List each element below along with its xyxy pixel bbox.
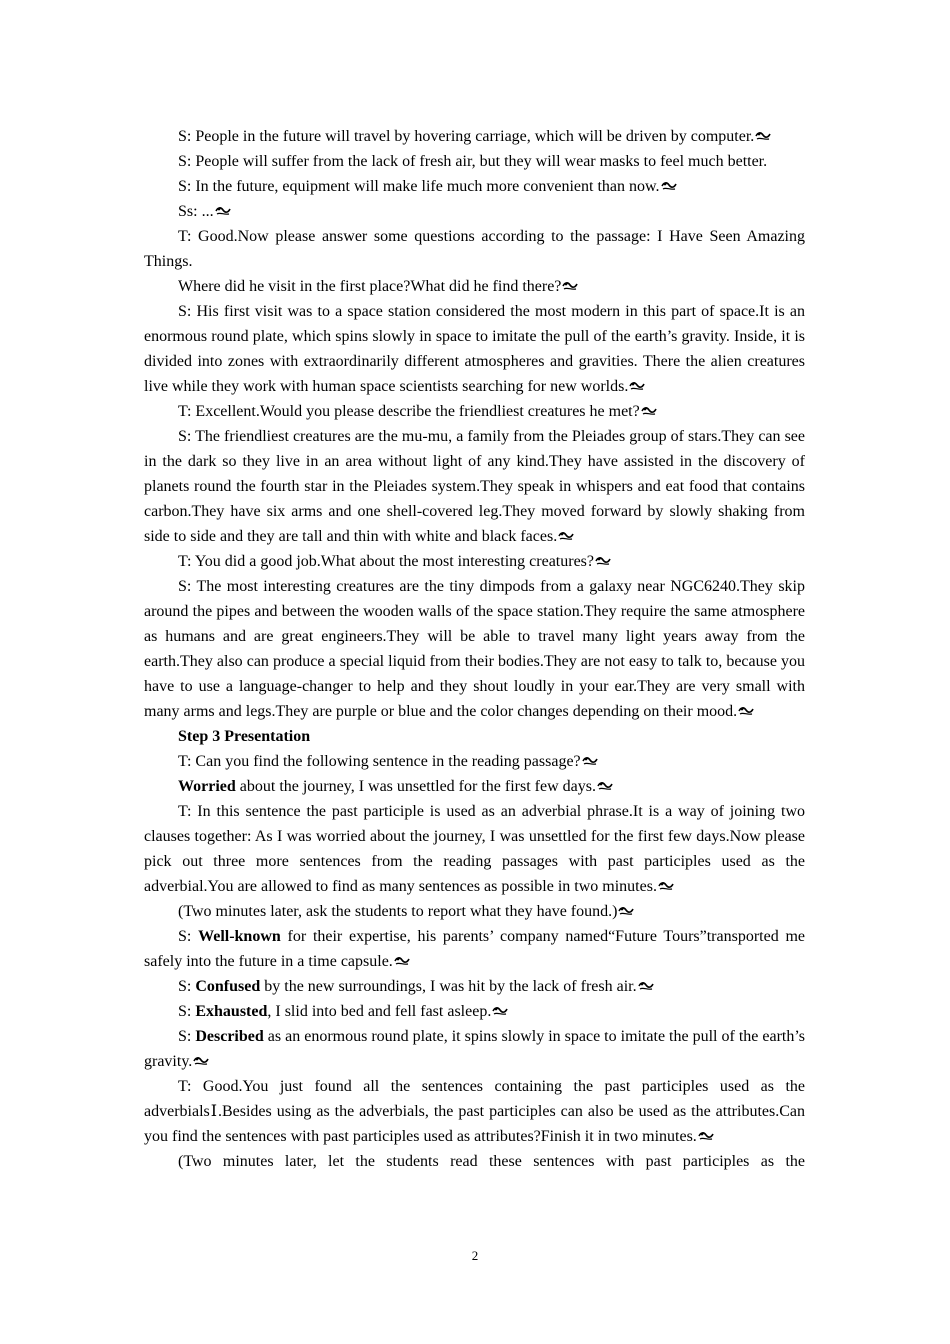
text-run: S: People in the future will travel by hovering carriage, which will be driven by computer. [178, 128, 755, 145]
text-run: S: The most interesting creatures are the tiny dimpods from a galaxy near NGC6240.They skip around the pipes and between the wooden walls of the space station.They require the same atmosphere as humans and are great engineers.They will be able to travel many light years away from the earth.They also can produce a special liquid from their bodies.They are not easy to talk to, because you have to use a language-changer to help and they shout loudly in your ear.They are very small with many arms and legs.They are purple or blue and the color changes depending on their mood. [144, 578, 805, 720]
paragraph [144, 749, 805, 774]
paragraph [144, 199, 805, 224]
text-run: S: People will suffer from the lack of fresh air, but they will wear masks to feel much better. [178, 153, 768, 170]
text-run: S: In the future, equipment will make life much more convenient than now. [178, 178, 660, 195]
paragraph [144, 1024, 805, 1074]
text-run: T: You did a good job.What about the most interesting creatures? [178, 553, 595, 570]
paragraph [144, 299, 805, 399]
paragraph [144, 774, 805, 799]
bold-text: Well-known [198, 928, 281, 945]
paragraph-mark-icon [595, 555, 611, 567]
bold-text: Worried [178, 778, 236, 795]
text-run: (Two minutes later, ask the students to report what they have found.) [178, 903, 618, 920]
paragraph [144, 974, 805, 999]
paragraph-mark-icon [558, 530, 574, 542]
text-run: T: Excellent.Would you please describe the friendliest creatures he met? [178, 403, 640, 420]
text-run: as an enormous round plate, it spins slowly in space to imitate the pull of the earth’s gravity. [144, 1028, 806, 1070]
text-run: Ⅰ [209, 1103, 218, 1120]
paragraph-mark-icon [641, 405, 657, 417]
bold-text: Step 3 Presentation [178, 728, 311, 745]
text-run: S: [178, 978, 196, 995]
text-run: S: [178, 1028, 196, 1045]
paragraph [144, 924, 805, 974]
paragraph [144, 174, 805, 199]
paragraph-mark-icon [582, 755, 598, 767]
text-run: Ss: ... [178, 203, 214, 220]
paragraph-mark-icon [658, 880, 674, 892]
paragraph-mark-icon [562, 280, 578, 292]
paragraph [144, 149, 805, 174]
paragraph [144, 224, 805, 274]
text-run: T: Good.You just found all the sentences containing the past participles used as the adverbials [144, 1078, 805, 1120]
paragraph [144, 399, 805, 424]
text-run: T: Can you find the following sentence in the reading passage? [178, 753, 581, 770]
text-run: , I slid into bed and fell fast asleep. [267, 1003, 492, 1020]
paragraph [144, 1149, 805, 1174]
paragraph-mark-icon [629, 380, 645, 392]
text-run: (Two minutes later, let the students read these sentences with past participles as the [178, 1153, 805, 1170]
paragraph [144, 124, 805, 149]
paragraph-mark-icon [215, 205, 231, 217]
paragraph [144, 999, 805, 1024]
paragraph-mark-icon [698, 1130, 714, 1142]
paragraph-mark-icon [597, 780, 613, 792]
paragraph-mark-icon [193, 1055, 209, 1067]
paragraph [144, 549, 805, 574]
paragraph [144, 899, 805, 924]
paragraph [144, 424, 805, 549]
paragraph-mark-icon [638, 980, 654, 992]
text-run: S: The friendliest creatures are the mu-mu, a family from the Pleiades group of stars.They can see in the dark so they live in an area without light of any kind.They have assisted in the discovery of planets round the fourth star in the Pleiades system.They speak in whispers and eat food that contains carbon.They have six arms and one shell-covered leg.They moved forward by slowly shaking from side to side and they are tall and thin with white and black faces. [144, 428, 805, 545]
text-run: Where did he visit in the first place?What did he find there? [178, 278, 562, 295]
text-run: by the new surroundings, I was hit by the lack of fresh air. [260, 978, 637, 995]
bold-text: Described [195, 1028, 264, 1045]
paragraph-mark-icon [618, 905, 634, 917]
paragraph-mark-icon [492, 1005, 508, 1017]
paragraph [144, 574, 805, 724]
paragraph-mark-icon [661, 180, 677, 192]
paragraph-mark-icon [755, 130, 771, 142]
bold-text: Confused [195, 978, 261, 995]
document-body [144, 124, 805, 1174]
paragraph [144, 1074, 805, 1149]
paragraph [144, 724, 805, 749]
bold-text: Exhausted [195, 1003, 268, 1020]
page-number: 2 [471, 1248, 479, 1263]
text-run: S: [178, 928, 199, 945]
text-run: T: Good.Now please answer some questions according to the passage: I Have Seen Amazing Things. [144, 228, 805, 270]
text-run: for their expertise, his parents’ company named“Future Tours”transported me safely into the future in a time capsule. [144, 928, 805, 970]
paragraph [144, 799, 805, 899]
text-run: T: In this sentence the past participle is used as an adverbial phrase.It is a way of joining two clauses together: As I was worried about the journey, I was unsettled for the first few days.Now please pick out three more sentences from the reading passages with past participles used as the adverbial.You are allowed to find as many sentences as possible in two minutes. [144, 803, 805, 895]
paragraph-mark-icon [738, 705, 754, 717]
text-run: S: His first visit was to a space station considered the most modern in this part of space.It is an enormous round plate, which spins slowly in space to imitate the pull of the earth’s gravity. Inside, it is divided into zones with extraordinarily different atmospheres and gravities. There the alien creatures live while they work with human space scientists searching for new worlds. [144, 303, 805, 395]
text-run: about the journey, I was unsettled for the first few days. [235, 778, 596, 795]
text-run: S: [178, 1003, 196, 1020]
paragraph-mark-icon [394, 955, 410, 967]
paragraph [144, 274, 805, 299]
text-run: .Besides using as the adverbials, the past participles can also be used as the attributes.Can you find the sentences with past participles used as attributes?Finish it in two minutes. [144, 1103, 805, 1145]
